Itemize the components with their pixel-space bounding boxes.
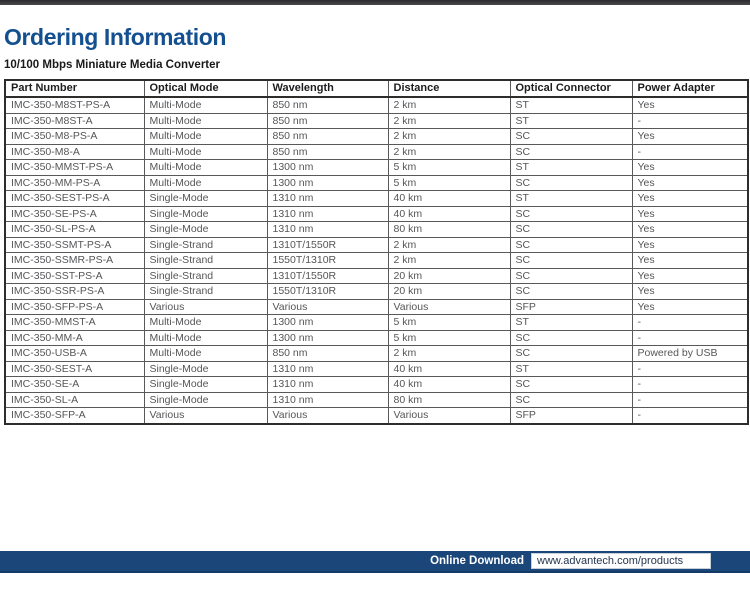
table-cell: -	[632, 361, 748, 377]
table-row	[5, 191, 748, 207]
table-cell: SFP	[510, 299, 632, 315]
table-cell: Single-Mode	[144, 222, 267, 238]
table-cell: IMC-350-SL-A	[5, 392, 144, 408]
table-cell: IMC-350-SSMT-PS-A	[5, 237, 144, 253]
table-cell: 40 km	[388, 191, 510, 207]
table-cell: Yes	[632, 268, 748, 284]
table-cell: Various	[267, 299, 388, 315]
table-cell: 850 nm	[267, 97, 388, 113]
table-cell: Single-Strand	[144, 237, 267, 253]
table-cell: SC	[510, 284, 632, 300]
table-row	[5, 222, 748, 238]
table-cell: Single-Mode	[144, 206, 267, 222]
table-cell: Powered by USB	[632, 346, 748, 362]
table-cell: Yes	[632, 284, 748, 300]
table-cell: Single-Mode	[144, 377, 267, 393]
table-cell: 1300 nm	[267, 330, 388, 346]
table-cell: Yes	[632, 160, 748, 176]
table-cell: SC	[510, 268, 632, 284]
table-row	[5, 361, 748, 377]
table-cell: 1310T/1550R	[267, 237, 388, 253]
table-cell: IMC-350-SL-PS-A	[5, 222, 144, 238]
table-cell: Various	[144, 299, 267, 315]
col-header-optical-connector: Optical Connector	[510, 80, 632, 97]
col-header-optical-mode: Optical Mode	[144, 80, 267, 97]
table-cell: IMC-350-M8-A	[5, 144, 144, 160]
table-cell: IMC-350-MM-A	[5, 330, 144, 346]
table-cell: 1310 nm	[267, 222, 388, 238]
table-row	[5, 299, 748, 315]
table-cell: Multi-Mode	[144, 129, 267, 145]
table-row	[5, 129, 748, 145]
table-row	[5, 175, 748, 191]
table-cell: 5 km	[388, 330, 510, 346]
table-cell: 2 km	[388, 346, 510, 362]
table-cell: 850 nm	[267, 129, 388, 145]
table-row	[5, 237, 748, 253]
table-cell: 2 km	[388, 97, 510, 113]
table-cell: IMC-350-SFP-PS-A	[5, 299, 144, 315]
table-row	[5, 408, 748, 424]
table-cell: Various	[267, 408, 388, 424]
table-row	[5, 268, 748, 284]
table-cell: 40 km	[388, 206, 510, 222]
table-cell: ST	[510, 191, 632, 207]
table-cell: Yes	[632, 97, 748, 113]
table-cell: IMC-350-M8-PS-A	[5, 129, 144, 145]
table-cell: 850 nm	[267, 144, 388, 160]
table-cell: 40 km	[388, 377, 510, 393]
table-cell: 2 km	[388, 237, 510, 253]
table-cell: SC	[510, 129, 632, 145]
table-row	[5, 284, 748, 300]
table-cell: Single-Mode	[144, 191, 267, 207]
table-cell: 1310T/1550R	[267, 268, 388, 284]
table-cell: Multi-Mode	[144, 315, 267, 331]
table-cell: 850 nm	[267, 113, 388, 129]
table-cell: ST	[510, 315, 632, 331]
table-cell: Yes	[632, 222, 748, 238]
col-header-part-number: Part Number	[5, 80, 144, 97]
table-cell: IMC-350-SEST-PS-A	[5, 191, 144, 207]
table-cell: 80 km	[388, 392, 510, 408]
table-cell: Various	[388, 299, 510, 315]
table-row	[5, 160, 748, 176]
table-cell: SC	[510, 237, 632, 253]
table-cell: SC	[510, 377, 632, 393]
table-cell: 1310 nm	[267, 206, 388, 222]
table-cell: Multi-Mode	[144, 346, 267, 362]
col-header-wavelength: Wavelength	[267, 80, 388, 97]
table-cell: 5 km	[388, 315, 510, 331]
table-cell: -	[632, 392, 748, 408]
table-cell: 1300 nm	[267, 175, 388, 191]
table-cell: 1300 nm	[267, 160, 388, 176]
table-cell: 1550T/1310R	[267, 253, 388, 269]
table-cell: 2 km	[388, 253, 510, 269]
table-cell: 2 km	[388, 144, 510, 160]
table-row	[5, 346, 748, 362]
table-cell: 1310 nm	[267, 392, 388, 408]
table-cell: 20 km	[388, 268, 510, 284]
table-cell: -	[632, 377, 748, 393]
table-cell: ST	[510, 160, 632, 176]
table-cell: 1310 nm	[267, 361, 388, 377]
table-cell: 1310 nm	[267, 377, 388, 393]
footer-bar	[0, 551, 750, 573]
table-cell: SC	[510, 222, 632, 238]
table-cell: ST	[510, 113, 632, 129]
table-cell: Yes	[632, 191, 748, 207]
table-cell: Single-Strand	[144, 284, 267, 300]
table-cell: Single-Strand	[144, 253, 267, 269]
table-row	[5, 377, 748, 393]
col-header-distance: Distance	[388, 80, 510, 97]
table-row	[5, 392, 748, 408]
table-cell: 5 km	[388, 175, 510, 191]
table-cell: Multi-Mode	[144, 175, 267, 191]
table-cell: Multi-Mode	[144, 113, 267, 129]
table-cell: SC	[510, 253, 632, 269]
table-row	[5, 253, 748, 269]
online-download-label: Online Download	[430, 555, 524, 567]
table-cell: Single-Mode	[144, 392, 267, 408]
table-cell: 2 km	[388, 129, 510, 145]
table-row	[5, 97, 748, 113]
table-cell: SFP	[510, 408, 632, 424]
table-cell: -	[632, 113, 748, 129]
page-title: Ordering Information	[4, 24, 227, 50]
table-cell: 1550T/1310R	[267, 284, 388, 300]
table-cell: Various	[144, 408, 267, 424]
table-cell: IMC-350-SEST-A	[5, 361, 144, 377]
table-caption: 10/100 Mbps Miniature Media Converter	[4, 59, 221, 71]
table-body	[5, 97, 748, 424]
table-cell: Single-Mode	[144, 361, 267, 377]
table-cell: Multi-Mode	[144, 330, 267, 346]
table-cell: IMC-350-SFP-A	[5, 408, 144, 424]
table-cell: -	[632, 408, 748, 424]
table-cell: 40 km	[388, 361, 510, 377]
download-url-box[interactable]	[531, 553, 711, 569]
table-cell: 2 km	[388, 113, 510, 129]
table-header-row	[5, 80, 748, 97]
table-cell: IMC-350-SSR-PS-A	[5, 284, 144, 300]
table-row	[5, 315, 748, 331]
table-cell: IMC-350-MMST-PS-A	[5, 160, 144, 176]
table-cell: Yes	[632, 237, 748, 253]
table-cell: IMC-350-SE-A	[5, 377, 144, 393]
table-cell: 80 km	[388, 222, 510, 238]
table-cell: -	[632, 330, 748, 346]
top-divider-bar	[0, 0, 750, 5]
table-cell: Yes	[632, 129, 748, 145]
col-header-power-adapter: Power Adapter	[632, 80, 748, 97]
table-row	[5, 113, 748, 129]
table-cell: SC	[510, 206, 632, 222]
table-cell: IMC-350-MMST-A	[5, 315, 144, 331]
table-cell: IMC-350-SE-PS-A	[5, 206, 144, 222]
table-cell: Multi-Mode	[144, 97, 267, 113]
table-cell: SC	[510, 346, 632, 362]
table-cell: 1300 nm	[267, 315, 388, 331]
table-cell: Various	[388, 408, 510, 424]
table-cell: IMC-350-M8ST-A	[5, 113, 144, 129]
table-row	[5, 330, 748, 346]
table-cell: SC	[510, 392, 632, 408]
table-cell: ST	[510, 361, 632, 377]
download-url: www.advantech.com/products	[537, 555, 684, 567]
table-cell: Multi-Mode	[144, 160, 267, 176]
table-cell: IMC-350-M8ST-PS-A	[5, 97, 144, 113]
table-cell: Yes	[632, 175, 748, 191]
table-cell: Single-Strand	[144, 268, 267, 284]
table-cell: Multi-Mode	[144, 144, 267, 160]
table-row	[5, 144, 748, 160]
table-cell: IMC-350-SST-PS-A	[5, 268, 144, 284]
ordering-table	[4, 79, 749, 425]
table-cell: SC	[510, 144, 632, 160]
table-cell: Yes	[632, 253, 748, 269]
table-cell: IMC-350-USB-A	[5, 346, 144, 362]
table-cell: SC	[510, 330, 632, 346]
table-cell: SC	[510, 175, 632, 191]
table-cell: IMC-350-SSMR-PS-A	[5, 253, 144, 269]
table-cell: 5 km	[388, 160, 510, 176]
table-cell: 850 nm	[267, 346, 388, 362]
table-cell: -	[632, 315, 748, 331]
table-cell: Yes	[632, 299, 748, 315]
table-row	[5, 206, 748, 222]
table-cell: -	[632, 144, 748, 160]
table-cell: IMC-350-MM-PS-A	[5, 175, 144, 191]
table-cell: 20 km	[388, 284, 510, 300]
table-cell: 1310 nm	[267, 191, 388, 207]
table-cell: ST	[510, 97, 632, 113]
table-cell: Yes	[632, 206, 748, 222]
